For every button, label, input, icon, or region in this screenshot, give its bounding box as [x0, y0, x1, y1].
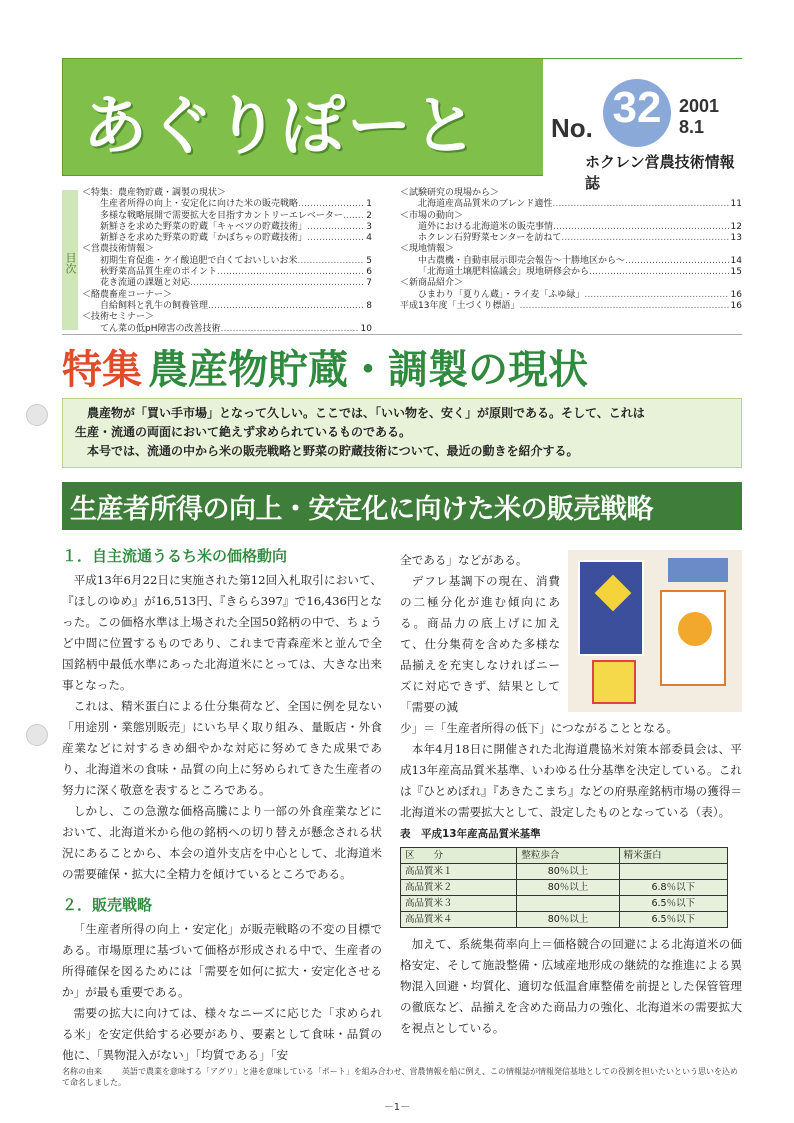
- table-cell: 高品質米２: [401, 880, 517, 896]
- toc-entry: [82, 312, 372, 323]
- toc-leader-dots: [298, 199, 364, 210]
- toc-leader-dots: [217, 267, 364, 278]
- toc-entry: [82, 256, 372, 267]
- toc-entry-text: 道外における北海道米の販売事情: [418, 221, 554, 232]
- issue-date: 8.1: [679, 117, 705, 137]
- toc-entry-text: 秋野菜高品質生産のポイント: [100, 267, 218, 278]
- toc-entry: [82, 278, 372, 289]
- toc-right-column: [400, 188, 742, 312]
- section-heading: １．自主流通うるち米の価格動向: [62, 547, 288, 565]
- toc-entry-text: 平成13年度「土づくり標語」: [400, 300, 520, 311]
- toc-entry: [400, 290, 742, 301]
- toc-entry: [400, 278, 742, 289]
- toc-page-number: 13: [730, 233, 742, 244]
- masthead: [62, 58, 742, 192]
- paragraph: 「生産者所得の向上・安定化」が販売戦略の不変の目標である。市場原理に基づいて価格が形成される中で、生産者の所得確保を図るためには「需要を如何に拡大・安定化させるか」が最も重要である。: [62, 922, 382, 999]
- paragraph: 全である」などがある。: [400, 553, 528, 567]
- toc-entry-text: ＜現地情報＞: [400, 244, 455, 255]
- table-cell: 6.5％以下: [619, 896, 727, 912]
- footer-note: [62, 1066, 742, 1088]
- toc-label: 目次: [62, 190, 78, 330]
- toc-entry-text: ホクレン石狩野菜センターを訪ねて: [418, 233, 562, 244]
- toc-entry-text: 「北海道土壌肥料協議会」現地研修会から: [418, 267, 590, 278]
- table-header: 精米蛋白: [619, 848, 727, 864]
- toc-entry-text: ＜新商品紹介＞: [400, 278, 464, 289]
- toc-entry: [82, 244, 372, 255]
- feature-label: 特集: [62, 347, 142, 393]
- toc-leader-dots: [519, 301, 728, 312]
- toc-entry-text: 新鮮さを求めた野菜の貯蔵「キャベツの貯蔵技術」: [100, 221, 308, 232]
- table-cell: 高品質米４: [401, 912, 517, 928]
- footer-text: 英語で農業を意味する「アグリ」と港を意味している「ポート」を組み合わせ、営農情報を船に例え、この情報誌が情報発信基地としての役割を担いたいという思いを込めて命名しました。: [62, 1067, 738, 1087]
- paragraph: これは、精米蛋白による仕分集荷など、全国に例を見ない「用途別・業態別販売」にいち早く取り組み、量販店・外食産業などに対するきめ細やかな対応に努めてきた成果であり、北海道米の食味・品質の向上に努められてきた生産者の努力に深く敬意を表するところである。: [62, 699, 382, 797]
- toc-leader-dots: [553, 222, 729, 233]
- toc-entry: [400, 301, 742, 312]
- toc-page-number: 8: [366, 300, 372, 311]
- table-cell: 6.8％以下: [619, 880, 727, 896]
- toc-entry-text: 多様な戦略展開で需要拡大を目指すカントリーエレベーター: [100, 210, 343, 221]
- toc-entry: [82, 267, 372, 278]
- toc-page-number: 2: [366, 210, 372, 221]
- toc-entry: [82, 222, 372, 233]
- table-title: 表 平成13年産高品質米基準: [400, 828, 541, 840]
- toc-leader-dots: [589, 267, 729, 278]
- toc-page-number: 7: [366, 278, 372, 289]
- feature-title: [62, 338, 588, 394]
- toc-entry-text: 生産者所得の向上・安定化に向けた米の販売戦略: [100, 199, 299, 210]
- toc-leader-dots: [625, 256, 729, 267]
- article-left-column: [62, 542, 382, 1066]
- intro-line: 本号では、流通の中から米の販売戦略と野菜の貯蔵技術について、最近の動きを紹介する。: [87, 444, 579, 458]
- toc-entry: [400, 233, 742, 244]
- paragraph: デフレ基調下の現在、消費の二極分化が進む傾向にある。商品力の底上げに加えて、仕分集荷を含めた多様な品揃えを充実しなければニーズに対応できず、結果として「需要の減: [400, 574, 560, 714]
- table-cell: 80％以上: [517, 864, 619, 880]
- section-heading: ２．販売戦略: [62, 896, 153, 914]
- toc-page-number: 4: [366, 233, 372, 244]
- toc-page-number: 15: [730, 267, 742, 278]
- table-cell: 80％以上: [517, 912, 619, 928]
- toc-entry-text: ＜技術セミナー＞: [82, 312, 155, 323]
- paragraph: 需要の拡大に向けては、様々なニーズに応じた「求められる米」を安定供給する必要があり、要素として食味・品質の他に、「異物混入がない」「均質である」「安: [62, 1006, 382, 1062]
- toc-entry: [82, 211, 372, 222]
- toc-entry: [400, 244, 742, 255]
- table-cell: 高品質米３: [401, 896, 517, 912]
- toc-entry-text: 自給飼料と乳牛の飼養管理: [100, 300, 209, 311]
- paragraph: 平成13年6月22日に実施された第12回入札取引において、『ほしのゆめ』が16,513円、『きらら397』で16,436円となった。この価格水準は上場された全国50銘柄の中で、ちょうど中間に位置するものであり、これまで青森産米と並んで全国銘柄中最低水準にあった北海道米にとっては、大きな出来事となった。: [62, 573, 382, 692]
- toc-leader-dots: [208, 301, 364, 312]
- table-cell: [517, 896, 619, 912]
- table-row: [401, 864, 728, 880]
- toc-divider: [62, 334, 742, 335]
- toc-entry: [400, 211, 742, 222]
- punch-hole-icon: [26, 724, 48, 746]
- masthead-title: あぐりぽーと: [83, 90, 479, 164]
- toc-entry-text: 花き流通の課題と対応: [100, 278, 191, 289]
- toc-leader-dots: [584, 290, 728, 301]
- article-right-column: [400, 550, 742, 1039]
- intro-line: 生産・流通の両面において絶えず求められているものである。: [75, 425, 412, 439]
- toc-entry-text: 新鮮さを求めた野菜の貯蔵「かぼちゃの貯蔵技術」: [100, 233, 308, 244]
- toc-entry-text: ＜市場の動向＞: [400, 210, 464, 221]
- toc-page-number: 16: [730, 289, 742, 300]
- table-row: [401, 896, 728, 912]
- toc-entry: [82, 188, 372, 199]
- toc-page-number: 14: [730, 255, 742, 266]
- toc-entry-text: 初期生育促進・ケイ酸追肥で白くておいしいお米: [100, 255, 298, 266]
- toc-entry-text: 北海道産高品質米のブレンド適性: [418, 199, 553, 210]
- toc-page-number: 16: [730, 300, 742, 311]
- toc-page-number: 5: [366, 255, 372, 266]
- table-cell: [619, 864, 727, 880]
- issue-no-label: No.: [551, 113, 593, 143]
- page-number: －1－: [383, 1102, 411, 1113]
- toc-entry: [82, 290, 372, 301]
- table-row: [401, 912, 728, 928]
- toc-entry: [400, 188, 742, 199]
- toc-leader-dots: [190, 278, 364, 289]
- paragraph: しかし、この急激な価格高騰により一部の外食産業などにおいて、北海道米から他の銘柄への切り替えが懸念される状況にあることから、本会の道外支店を中心として、北海道米の需要確保・拡大に全精力を傾けているところである。: [62, 804, 382, 881]
- toc-entry: [400, 222, 742, 233]
- table-header: 区 分: [401, 848, 517, 864]
- paragraph: 本年4月18日に開催された北海道農協米対策本部委員会は、平成13年産高品質米基準、いわゆる仕分基準を決定している。これは『ひとめぼれ』『あきたこまち』などの府県産銘柄市場の獲得＝北海道米の需要拡大として、設定したものとなっている（表）。: [400, 742, 743, 819]
- toc-left-column: [82, 188, 372, 335]
- toc-page-number: 6: [366, 267, 372, 278]
- toc-page-number: 10: [360, 323, 372, 334]
- toc-leader-dots: [561, 233, 728, 244]
- feature-intro: [62, 398, 742, 468]
- toc-page-number: 1: [366, 199, 372, 210]
- toc-leader-dots: [307, 233, 364, 244]
- masthead-issue-panel: [543, 59, 743, 192]
- toc-entry-text: 中古農機・自動車展示即売会報告～十勝地区から～: [418, 255, 626, 266]
- paragraph: 少」＝「生産者所得の低下」につながることとなる。: [400, 721, 679, 735]
- table-cell: 高品質米１: [401, 864, 517, 880]
- toc-leader-dots: [343, 211, 364, 222]
- toc-leader-dots: [552, 199, 728, 210]
- toc-entry-text: ＜試験研究の現場から＞: [400, 188, 500, 198]
- table-header: 整粒歩合: [517, 848, 619, 864]
- table-cell: 80％以上: [517, 880, 619, 896]
- wrapped-text: [400, 550, 560, 718]
- toc-entry: [400, 267, 742, 278]
- toc-page-number: 11: [730, 199, 742, 210]
- table-row: [401, 880, 728, 896]
- issue-number: 32: [612, 83, 662, 132]
- toc-page-number: 3: [366, 221, 372, 232]
- toc-entry: [400, 256, 742, 267]
- feature-main-title: 農産物貯蔵・調製の現状: [148, 347, 588, 393]
- masthead-subtitle: ホクレン営農技術情報誌: [585, 153, 735, 192]
- toc-leader-dots: [297, 256, 364, 267]
- toc-entry-text: ひまわり「夏りん蔵」・ライ麦「ふゆ緑」: [418, 289, 585, 300]
- toc-entry: [82, 199, 372, 210]
- intro-line: 農産物が「買い手市場」となって久しい。ここでは、「いい物を、安く」が原則である。そして、これは: [87, 406, 645, 420]
- article-title-banner: 生産者所得の向上・安定化に向けた米の販売戦略: [62, 482, 742, 530]
- quality-standard-table: [400, 847, 728, 928]
- toc-entry-text: ＜酪農畜産コーナー＞: [82, 289, 173, 300]
- toc-entry-text: ＜営農技術情報＞: [82, 244, 155, 255]
- toc-entry: [82, 301, 372, 312]
- toc-entry-text: ＜特集：農産物貯蔵・調製の現状＞: [82, 188, 227, 198]
- toc-entry: [400, 199, 742, 210]
- issue-year: 2001: [679, 96, 720, 116]
- toc-leader-dots: [307, 222, 364, 233]
- table-cell: 6.5％以下: [619, 912, 727, 928]
- toc-entry: [82, 233, 372, 244]
- toc-page-number: 12: [730, 221, 742, 232]
- paragraph: 加えて、系統集荷率向上＝価格競合の回避による北海道米の価格安定、そして施設整備・広域産地形成の継続的な推進による異物混入回避・均質化、適切な低温倉庫整備を前提とした保管管理の徹底など、品揃えを含めた商品力の強化、北海道米の需要拡大を視点としている。: [400, 937, 742, 1035]
- footer-label: 名称の由来: [62, 1067, 102, 1076]
- toc-entry-text: てん菜の低pH障害の改善技術: [100, 323, 221, 334]
- punch-hole-icon: [26, 404, 48, 426]
